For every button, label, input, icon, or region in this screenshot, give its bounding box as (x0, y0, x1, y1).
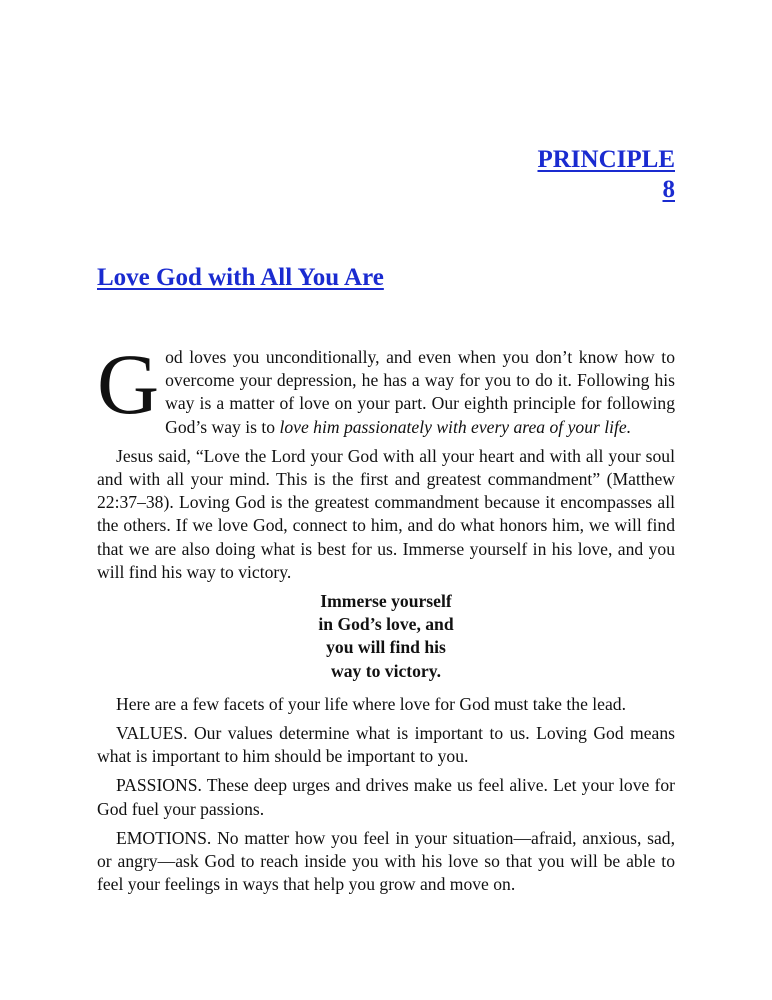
body-text (97, 336, 675, 902)
pull-quote-line: Immerse yourself (320, 591, 452, 612)
paragraph-passions: PASSIONS. These deep urges and drives make us feel alive. Let your love for God fuel your passions. (97, 775, 675, 819)
drop-cap: G (97, 336, 160, 432)
paragraph-facets: Here are a few facets of your life where love for God must take the lead. (116, 693, 626, 714)
pull-quote (97, 590, 675, 683)
chapter-heading[interactable] (375, 145, 675, 205)
paragraph-values: VALUES. Our values determine what is important to us. Loving God means what is important to him should be important to you. (97, 723, 675, 767)
pull-quote-line: in God’s love, and (318, 614, 454, 635)
pull-quote-line: way to victory. (331, 660, 441, 681)
intro-paragraph-text: od loves you unconditionally, and even when you don’t know how to overcome your depression, he has a way for you to do it. Following his way is a matter of love on your part. Our eighth principle for following God’s way is to (165, 347, 675, 437)
paragraph-emotions: EMOTIONS. No matter how you feel in your situation—afraid, anxious, sad, or angry—ask God to reach inside you with his love so that you will be able to feel your feelings in ways that help you grow and move on. (97, 827, 675, 895)
intro-paragraph (97, 336, 675, 439)
intro-paragraph-emphasis: love him passionately with every area of your life. (279, 416, 632, 437)
chapter-title[interactable]: Love God with All You Are (97, 264, 384, 291)
chapter-label: PRINCIPLE (537, 146, 675, 173)
pull-quote-line: you will find his (326, 637, 446, 658)
chapter-number: 8 (662, 176, 675, 203)
paragraph-jesus-said: Jesus said, “Love the Lord your God with all your heart and with all your soul and with all your mind. This is the first and greatest commandment” (Matthew 22:37–38). Loving God is the greatest commandment because it encompasses all the others. If we love God, connect to him, and do what honors him, we will find that we are also doing what is best for us. Immerse yourself in his love, and you will find his way to victory. (97, 445, 675, 582)
